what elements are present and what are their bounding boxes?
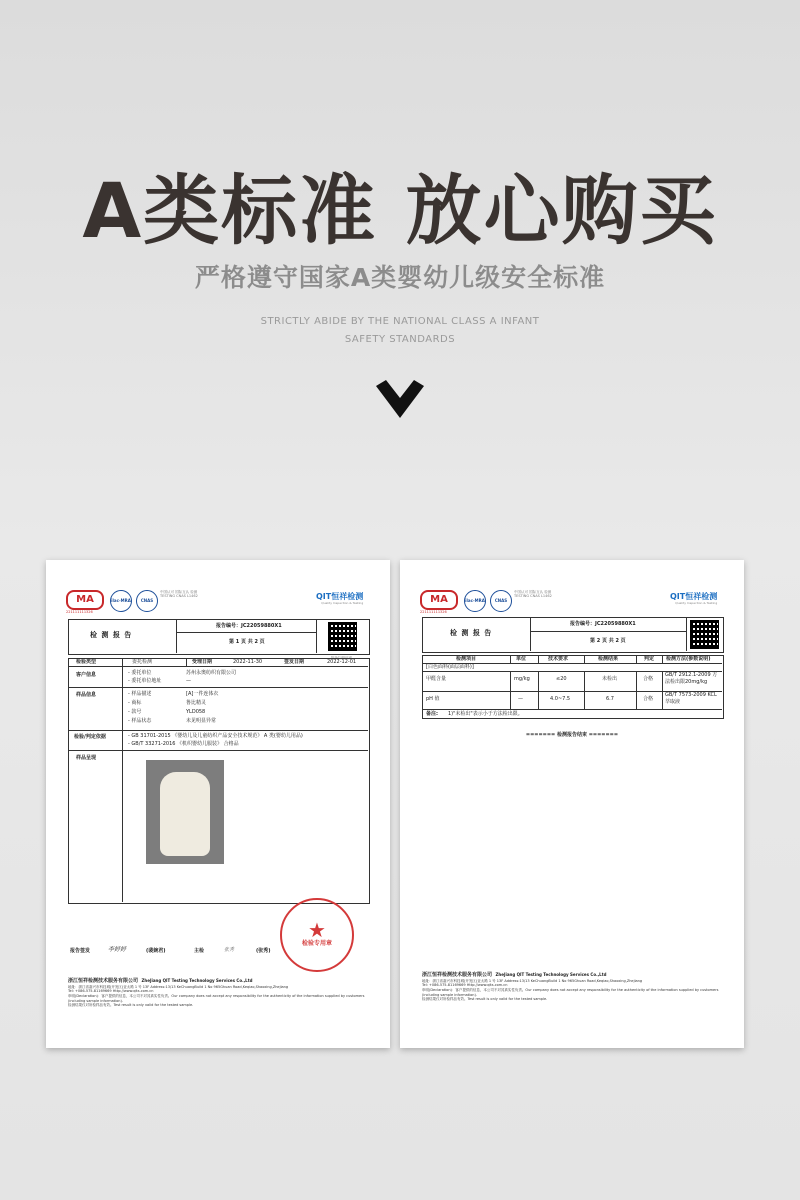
qit-logo: QIT恒祥检测 Quality Inspection & Testing (316, 592, 364, 606)
report-footer: 浙江恒祥检测技术服务有限公司 ZheJiang QIT Testing Technology Services Co.,Ltd 地址：浙江省嘉兴市科技城(开发区)亚太路 1 号 13F Address:13/13 KeChuangBuild 1 No 965Ghuan Road,Keqiao,Shaoxing,Zhejiang Tel: +086-575-81169669 Http://www.qits.com.cn 申明(Declaration)：客户提供的信息，本公司不对其真实性负责。Our company does not accept any responsibility for the authenticity of the information supplied by customers (including sample information). 检测结果仅对所检样品有效。Test result is only valid for the tested sample. (68, 978, 365, 1008)
page-count: 第 1 页 共 2 页 (229, 639, 265, 645)
type-label: 检验类型 (76, 659, 97, 665)
model-value: YLD058 (186, 709, 206, 715)
cnas-logo: CNAS (136, 590, 158, 612)
table-cell: 合格 (643, 696, 654, 702)
table-cell: GB/T 7573-2009 KCL 萃取液 (665, 692, 717, 705)
report-no: 报告编号：JC22059880X1 (570, 621, 636, 627)
qr-caption: 防伪扫码识别 (331, 656, 352, 660)
desc-value: [A]一件连体衣 (186, 691, 219, 697)
issue-value: 2022-12-01 (327, 659, 357, 665)
table-cell: mg/kg (514, 676, 530, 682)
brand-label: - 商标 (128, 700, 142, 706)
client-addr: — (186, 678, 191, 684)
brand-value: 鲁比精灵 (186, 700, 207, 706)
report-end: ======= 检测报告结束 ======= (525, 732, 619, 738)
basis-section: 检验/判定依据 (74, 734, 106, 740)
cnas-text: 中国认可 国际互认 检测 TESTING CNAS L1462 (160, 590, 198, 599)
signer-label: 报告签发 (70, 948, 91, 954)
report-title: 检 测 报 告 (90, 631, 133, 639)
checker-label: 主检 (194, 948, 205, 954)
english-line-2: SAFETY STANDARDS (344, 334, 456, 345)
fabric-section: [白色面料(面层面料)] (426, 664, 474, 670)
chevron-down-icon (376, 380, 424, 420)
table-cell: — (518, 696, 523, 702)
col-unit: 单位 (516, 656, 527, 662)
table-cell: 6.7 (606, 696, 614, 702)
report-title: 检 测 报 告 (450, 629, 493, 637)
client-section: 客户信息 (76, 672, 97, 678)
desc-label: - 样品描述 (128, 691, 152, 697)
page-count: 第 2 页 共 2 页 (590, 638, 626, 644)
state-value: 未见明显异常 (186, 718, 217, 724)
model-label: - 款号 (128, 709, 142, 715)
col-result: 检测结果 (598, 656, 619, 662)
headline: A类标准 放心购买 (82, 166, 718, 255)
qr-code (328, 622, 357, 651)
type-value: 委托检测 (132, 659, 153, 665)
note-text: 1)"未检出"表示小于方法检出限。 (448, 711, 523, 717)
issue-label: 签发日期 (284, 659, 305, 665)
ilac-logo: ilac-MRA (464, 590, 486, 612)
table-row: 甲醛含量 (426, 676, 447, 682)
qit-logo: QIT恒祥检测 Quality Inspection & Testing (670, 592, 718, 606)
signer-signature: 李婷婷 (108, 946, 127, 953)
state-label: - 样品状态 (128, 718, 152, 724)
checker-name: (张秀) (256, 948, 271, 954)
checker-signature: 张秀 (224, 947, 235, 953)
qr-code (690, 620, 719, 649)
table-cell: GB/T 2912.1-2009 方法检出限20mg/kg (665, 672, 718, 685)
sample-photo (146, 760, 224, 864)
ilac-logo: ilac-MRA (110, 590, 132, 612)
table-cell: 合格 (643, 676, 654, 682)
col-item: 检测项目 (456, 656, 477, 662)
english-line-1: STRICTLY ABIDE BY THE NATIONAL CLASS A INFANT (260, 316, 540, 327)
received-label: 受理日期 (192, 659, 213, 665)
inspection-stamp: ★ 检验专用章 (280, 898, 354, 972)
report-footer: 浙江恒祥检测技术服务有限公司 ZheJiang QIT Testing Technology Services Co.,Ltd 地址：浙江省嘉兴市科技城(开发区)亚太路 1 号 13F Address:13/13 KeChuangBuild 1 No 965Ghuan Road,Keqiao,Shaoxing,Zhejiang Tel: +086-575-81169669 Http://www.qits.com.cn 申明(Declaration)：客户提供的信息，本公司不对其真实性负责。Our company does not accept any responsibility for the authenticity of the information supplied by customers (including sample information). 检测结果仅对所检样品有效。Test result is only valid for the tested sample. (422, 972, 719, 1002)
ma-logo: MA 221111111326 (420, 590, 458, 615)
basis-2: - GB/T 33271-2016 《机织婴幼儿服装》 合格品 (128, 741, 239, 747)
sample-section: 样品信息 (76, 692, 97, 698)
client-unit-label: - 委托单位 (128, 670, 152, 676)
basis-1: - GB 31701-2015 《婴幼儿及儿童纺织产品安全技术规范》 A 类(婴幼儿用品) (128, 733, 303, 739)
note-label: 备注: (426, 711, 438, 717)
col-requirement: 技术要求 (548, 656, 569, 662)
client-unit: 苏州永奥纺织有限公司 (186, 670, 237, 676)
ma-logo: MA 221111111326 (66, 590, 104, 615)
report-page-1 (46, 560, 390, 1048)
subline: 严格遵守国家A类婴幼儿级安全标准 (194, 263, 606, 292)
cnas-text: 中国认可 国际互认 检测 TESTING CNAS L1462 (514, 590, 552, 599)
signer-name: (裴婉君) (146, 948, 166, 954)
client-addr-label: - 委托单位地址 (128, 678, 162, 684)
cnas-logo: CNAS (490, 590, 512, 612)
table-cell: 4.0~7.5 (550, 696, 571, 702)
col-method: 检测方法(参数说明) (666, 656, 711, 662)
report-no: 报告编号：JC22059880X1 (216, 623, 282, 629)
received-value: 2022-11-30 (233, 659, 263, 665)
col-verdict: 判定 (644, 656, 655, 662)
table-row: pH 值 (426, 696, 440, 702)
photo-section: 样品呈现 (76, 755, 97, 761)
report-page-2 (400, 560, 744, 1048)
table-cell: ≤20 (556, 676, 567, 682)
table-cell: 未检出 (602, 676, 618, 682)
